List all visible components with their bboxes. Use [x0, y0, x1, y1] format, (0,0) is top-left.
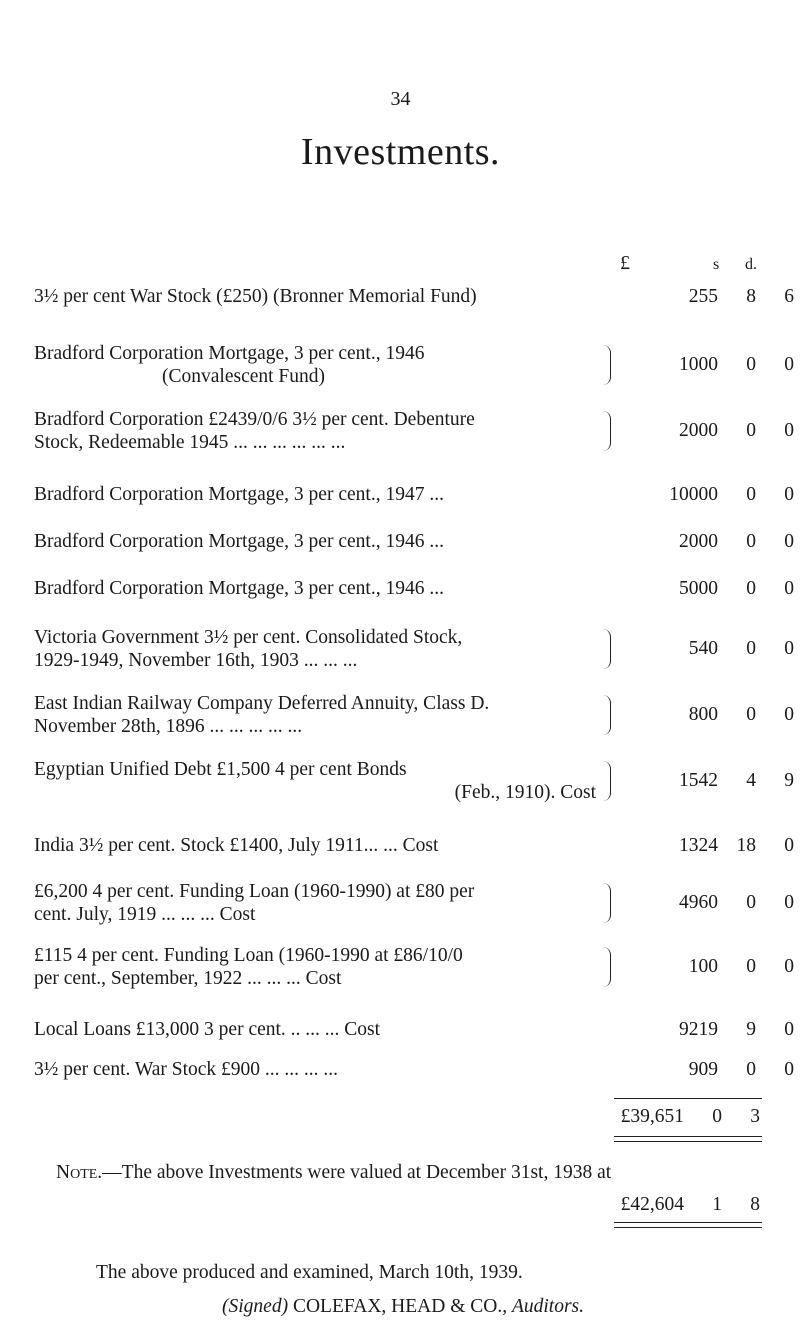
- pounds-value: 100: [688, 956, 718, 977]
- examined-statement: The above produced and examined, March 10th, 1939.: [96, 1262, 523, 1283]
- description-line-2: cent. July, 1919 ... ... ... Cost: [34, 904, 256, 925]
- shillings-value: 0: [746, 484, 756, 505]
- description-line-1: Victoria Government 3½ per cent. Consolidated Stock,: [34, 627, 463, 648]
- shillings-value: 0: [746, 354, 756, 375]
- total-double-rule: [614, 1136, 762, 1142]
- pence-value: 0: [784, 484, 794, 505]
- note-text: —The above Investments were valued at December 31st, 1938 at: [102, 1162, 612, 1183]
- pence-value: 6: [784, 286, 794, 307]
- auditor-name: COLEFAX, HEAD & CO.,: [292, 1296, 508, 1317]
- description-line-2: 1929-1949, November 16th, 1903 ... ... ...: [34, 650, 358, 671]
- valuation-shillings: 1: [712, 1194, 722, 1215]
- pence-value: 0: [784, 704, 794, 725]
- description-line-2: (Feb., 1910). Cost: [454, 782, 596, 803]
- pence-value: 0: [784, 835, 794, 856]
- investment-description: India 3½ per cent. Stock £1400, July 1911... ... Cost: [34, 835, 439, 856]
- brace: [602, 629, 611, 669]
- investment-description: [34, 626, 604, 672]
- pounds-value: 540: [688, 638, 718, 659]
- investment-description: [34, 408, 604, 454]
- pounds-value: 4960: [679, 892, 718, 913]
- valuation-pence: 8: [750, 1194, 760, 1215]
- page-title: Investments.: [300, 131, 501, 173]
- pence-value: 0: [784, 531, 794, 552]
- total-shillings: 0: [712, 1106, 722, 1127]
- pence-value: 0: [784, 578, 794, 599]
- shillings-value: 8: [746, 286, 756, 307]
- description-line-2: per cent., September, 1922 ... ... ... Cost: [34, 968, 342, 989]
- shillings-value: 0: [746, 420, 756, 441]
- pence-value: 9: [784, 770, 794, 791]
- investment-description: Local Loans £13,000 3 per cent. .. ... ... Cost: [34, 1019, 381, 1040]
- total-rule: [614, 1098, 762, 1099]
- shillings-column-header: s: [713, 256, 720, 273]
- description-line-1: £115 4 per cent. Funding Loan (1960-1990 at £86/10/0: [34, 945, 463, 966]
- pence-value: 0: [784, 420, 794, 441]
- shillings-value: 0: [746, 531, 756, 552]
- brace: [602, 883, 611, 923]
- brace: [602, 947, 611, 987]
- brace: [602, 411, 611, 451]
- page-number: 34: [390, 88, 411, 110]
- brace: [602, 345, 611, 385]
- brace: [602, 761, 611, 801]
- total-pounds: £39,651: [620, 1106, 684, 1127]
- pounds-value: 800: [688, 704, 718, 725]
- investment-description: [34, 758, 604, 804]
- valuation-double-rule: [614, 1222, 762, 1228]
- pounds-value: 2000: [679, 531, 718, 552]
- shillings-value: 0: [746, 638, 756, 659]
- investment-description: [34, 692, 604, 738]
- signed-prefix: (Signed): [222, 1296, 289, 1317]
- pence-value: 0: [784, 892, 794, 913]
- description-line-1: East Indian Railway Company Deferred Annuity, Class D.: [34, 693, 490, 714]
- pence-value: 0: [784, 1019, 794, 1040]
- shillings-value: 0: [746, 704, 756, 725]
- note-label: Note.: [56, 1162, 103, 1183]
- brace: [602, 695, 611, 735]
- auditor-role: Auditors.: [511, 1296, 585, 1317]
- investment-description: 3½ per cent. War Stock £900 ... ... ... ...: [34, 1059, 339, 1080]
- pence-value: 0: [784, 354, 794, 375]
- pounds-value: 5000: [679, 578, 718, 599]
- shillings-value: 0: [746, 1059, 756, 1080]
- shillings-value: 9: [746, 1019, 756, 1040]
- pounds-column-header: £: [620, 252, 630, 274]
- investment-description: Bradford Corporation Mortgage, 3 per cent., 1946 ...: [34, 578, 444, 599]
- shillings-value: 0: [746, 956, 756, 977]
- description-line-2: November 28th, 1896 ... ... ... ... ...: [34, 716, 303, 737]
- auditor-signature: [222, 1296, 584, 1318]
- pounds-value: 9219: [679, 1019, 718, 1040]
- shillings-value: 0: [746, 892, 756, 913]
- valuation-note: [56, 1162, 776, 1184]
- pence-value: 0: [784, 638, 794, 659]
- description-line-1: Egyptian Unified Debt £1,500 4 per cent Bonds: [34, 759, 407, 780]
- pounds-value: 10000: [669, 484, 718, 505]
- pence-value: 0: [784, 956, 794, 977]
- description-line-1: Bradford Corporation £2439/0/6 3½ per cent. Debenture: [34, 409, 475, 430]
- investment-description: Bradford Corporation Mortgage, 3 per cent., 1947 ...: [34, 484, 444, 505]
- pence-value: 0: [784, 1059, 794, 1080]
- total-pence: 3: [750, 1106, 760, 1127]
- pounds-value: 909: [688, 1059, 718, 1080]
- shillings-value: 4: [746, 770, 756, 791]
- pounds-value: 2000: [679, 420, 718, 441]
- description-line-1: Bradford Corporation Mortgage, 3 per cent., 1946: [34, 343, 425, 364]
- investment-description: 3½ per cent War Stock (£250) (Bronner Memorial Fund): [34, 286, 477, 307]
- pence-column-header: d.: [745, 256, 757, 273]
- pounds-value: 1000: [679, 354, 718, 375]
- investment-description: Bradford Corporation Mortgage, 3 per cent., 1946 ...: [34, 531, 444, 552]
- shillings-value: 0: [746, 578, 756, 599]
- pounds-value: 255: [688, 286, 718, 307]
- investment-description: [34, 880, 604, 926]
- pounds-value: 1542: [679, 770, 718, 791]
- description-line-1: £6,200 4 per cent. Funding Loan (1960-1990) at £80 per: [34, 881, 475, 902]
- investment-description: [34, 944, 604, 990]
- valuation-pounds: £42,604: [620, 1194, 684, 1215]
- pounds-value: 1324: [679, 835, 718, 856]
- description-line-2: (Convalescent Fund): [162, 366, 326, 387]
- investment-description: [34, 342, 604, 388]
- description-line-2: Stock, Redeemable 1945 ... ... ... ... ... ...: [34, 432, 346, 453]
- shillings-value: 18: [736, 835, 756, 856]
